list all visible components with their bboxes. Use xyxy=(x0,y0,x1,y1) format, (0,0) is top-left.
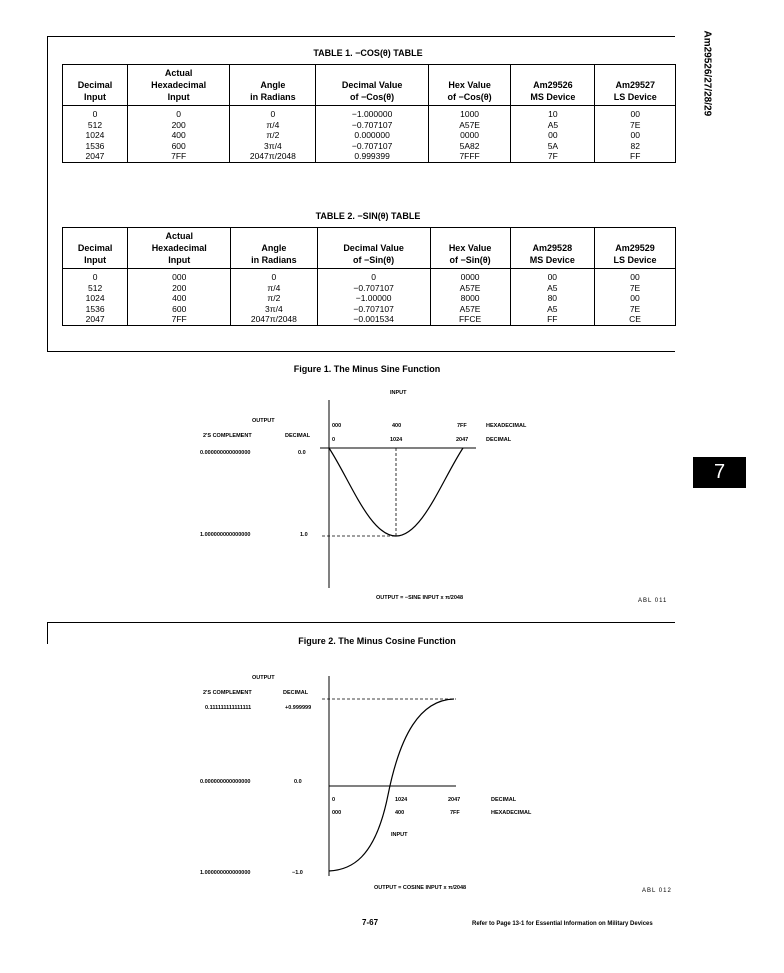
table-cell: 8000 xyxy=(430,293,510,304)
column-header: Am29527 LS Device xyxy=(595,65,676,106)
table-cell: A5 xyxy=(510,283,595,294)
table-cell: π/4 xyxy=(230,120,316,131)
fig1-hex-tick-2: 7FF xyxy=(457,423,467,429)
table-cell: 1000 xyxy=(428,106,510,120)
table-cell: A57E xyxy=(428,120,510,131)
fig1-code: ABL 011 xyxy=(638,598,668,604)
fig2-y-twos-2: 1.000000000000000 xyxy=(200,870,251,876)
table-cell: 600 xyxy=(128,304,231,315)
table-cell: A57E xyxy=(430,304,510,315)
table-cell: 10 xyxy=(511,106,595,120)
fig1-y-dec-0: 0.0 xyxy=(298,450,306,456)
table-cell: 00 xyxy=(511,130,595,141)
table-cell: 82 xyxy=(595,141,676,152)
side-label: Am29526/27/28/29 xyxy=(701,30,713,117)
table-cell: 2047 xyxy=(85,314,105,324)
column-header: Decimal Value of −Cos(θ) xyxy=(316,65,429,106)
table-cell: 00 xyxy=(595,106,676,120)
table-cell: 200 xyxy=(128,283,231,294)
table-cell: 5A82 xyxy=(428,141,510,152)
fig1-y-twos-0: 0.000000000000000 xyxy=(200,450,251,456)
column-header: Angle in Radians xyxy=(231,228,317,269)
table-cell: FFCE xyxy=(430,314,510,325)
fig1-dec-tick-0: 0 xyxy=(332,437,336,443)
table-cell: 200 xyxy=(127,120,229,131)
table-cell: −0.707107 xyxy=(316,141,429,152)
table-cell: 2047 xyxy=(85,151,105,161)
table2-title: TABLE 2. −SIN(θ) TABLE xyxy=(315,211,421,221)
fig2-y-twos-0: 0.111111111111111 xyxy=(205,705,252,711)
fig2-y-dec-2: −1.0 xyxy=(292,870,303,876)
table-cell: A5 xyxy=(510,304,595,315)
table-cell: FF xyxy=(510,314,595,325)
table-cell: 7E xyxy=(595,304,676,315)
column-header: Decimal Input xyxy=(63,65,128,106)
table-cell: 512 xyxy=(88,282,103,293)
figure1-title: Figure 1. The Minus Sine Function xyxy=(293,364,441,374)
table-cell: 7FF xyxy=(128,314,231,325)
table-cell: 0000 xyxy=(428,130,510,141)
page-number: 7-67 xyxy=(362,918,379,927)
table-cell: A5 xyxy=(511,120,595,131)
footer-note: Refer to Page 13-1 for Essential Information on Military Devices xyxy=(472,921,653,927)
table-cell: 0.999399 xyxy=(316,151,429,162)
table-cell: 3π/4 xyxy=(231,304,317,315)
table-cell: 1024 xyxy=(85,130,105,140)
table-cell: A57E xyxy=(430,283,510,294)
column-header: Am29529 LS Device xyxy=(595,228,676,269)
fig1-hex-tick-1: 400 xyxy=(392,423,402,429)
fig2-input-label: INPUT xyxy=(391,832,408,838)
table-cell: 3π/4 xyxy=(230,141,316,152)
table-cell: 512 xyxy=(87,119,103,130)
fig1-dec-label: DECIMAL xyxy=(486,437,512,443)
table-cell: 0 xyxy=(127,106,229,120)
table-cell: 7E xyxy=(595,120,676,131)
column-header: Actual Hexadecimal Input xyxy=(127,65,229,106)
fig1-output-label: OUTPUT xyxy=(252,418,275,424)
column-header: Am29528 MS Device xyxy=(510,228,595,269)
fig1-dec-tick-2: 2047 xyxy=(456,437,469,443)
fig2-decimal-label: DECIMAL xyxy=(283,690,309,696)
fig1-input-label: INPUT xyxy=(390,390,407,396)
figure2-title: Figure 2. The Minus Cosine Function xyxy=(298,636,456,646)
section-tab: 7 xyxy=(693,457,746,488)
fig2-formula: OUTPUT = COSINE INPUT x π/2048 xyxy=(374,885,467,891)
fig2-hex-tick-2: 7FF xyxy=(450,810,460,816)
fig1-y-dec-1: 1.0 xyxy=(300,532,308,538)
fig1-hex-tick-0: 000 xyxy=(332,423,342,429)
column-header: Am29526 MS Device xyxy=(511,65,595,106)
column-header: Hex Value of −Sin(θ) xyxy=(430,228,510,269)
table-cell: −0.707107 xyxy=(317,283,430,294)
table-cell: 1536 xyxy=(85,303,105,314)
table-cell: −0.707107 xyxy=(317,304,430,315)
fig1-decimal-label: DECIMAL xyxy=(285,433,311,439)
table-cell: −1.000000 xyxy=(316,106,429,120)
fig1-y-twos-1: 1.000000000000000 xyxy=(200,532,251,538)
table-cell: 0.000000 xyxy=(316,130,429,141)
table-cell: 00 xyxy=(510,269,595,283)
table-cell: 2047π/2048 xyxy=(231,314,317,325)
fig2-dec-tick-0: 0 xyxy=(332,797,336,803)
table-cell: 00 xyxy=(595,293,676,304)
fig1-twos-label: 2'S COMPLEMENT xyxy=(203,433,252,439)
table-cell: 1024 xyxy=(85,293,105,303)
table-cell: 2047π/2048 xyxy=(230,151,316,162)
table-cell: 0 xyxy=(230,106,316,120)
table-cell: 0 xyxy=(317,269,430,283)
table-cell: 00 xyxy=(595,130,676,141)
table-cell: 7E xyxy=(595,283,676,294)
column-header: Decimal Value of −Sin(θ) xyxy=(317,228,430,269)
fig2-y-dec-0: +0.999999 xyxy=(285,705,312,711)
table-cell: −0.001534 xyxy=(317,314,430,325)
fig1-hex-label: HEXADECIMAL xyxy=(486,423,527,429)
table-cell: π/2 xyxy=(230,130,316,141)
table-cell: FF xyxy=(595,151,676,162)
fig2-curve xyxy=(329,699,454,871)
fig2-twos-label: 2'S COMPLEMENT xyxy=(203,690,252,696)
fig2-y-twos-1: 0.000000000000000 xyxy=(200,779,251,785)
table-cell: 0 xyxy=(92,109,98,119)
fig2-hex-tick-0: 000 xyxy=(332,810,342,816)
table-cell: 0000 xyxy=(430,269,510,283)
table-cell: 5A xyxy=(511,141,595,152)
table-cell: 000 xyxy=(128,269,231,283)
table-cell: 7FF xyxy=(127,151,229,162)
fig2-code: ABL 012 xyxy=(642,888,672,894)
fig1-dec-tick-1: 1024 xyxy=(390,437,403,443)
fig2-hex-tick-1: 400 xyxy=(395,810,405,816)
table-cell: −0.707107 xyxy=(316,120,429,131)
table-cell: 400 xyxy=(127,130,229,141)
table-cell: 7FFF xyxy=(428,151,510,162)
table-cell: π/2 xyxy=(231,293,317,304)
table-cell: 80 xyxy=(510,293,595,304)
table1-title: TABLE 1. −COS(θ) TABLE xyxy=(313,48,423,58)
column-header: Angle in Radians xyxy=(230,65,316,106)
fig2-hex-label: HEXADECIMAL xyxy=(491,810,532,816)
table-cell: 1536 xyxy=(85,140,105,151)
fig2-output-label: OUTPUT xyxy=(252,675,275,681)
column-header: Hex Value of −Cos(θ) xyxy=(428,65,510,106)
column-header: Actual Hexadecimal Input xyxy=(128,228,231,269)
table-cell: 0 xyxy=(92,272,98,282)
table-cell: 600 xyxy=(127,141,229,152)
table-cell: 7F xyxy=(511,151,595,162)
fig2-y-dec-1: 0.0 xyxy=(294,779,302,785)
table-cell: CE xyxy=(595,314,676,325)
table-cell: π/4 xyxy=(231,283,317,294)
table-cell: 0 xyxy=(231,269,317,283)
fig2-dec-tick-1: 1024 xyxy=(395,797,408,803)
fig2-dec-tick-2: 2047 xyxy=(448,797,461,803)
table-cell: 00 xyxy=(595,269,676,283)
fig1-formula: OUTPUT = −SINE INPUT x π/2048 xyxy=(376,595,464,601)
table-cell: 400 xyxy=(128,293,231,304)
fig2-dec-label: DECIMAL xyxy=(491,797,517,803)
table-cell: −1.00000 xyxy=(317,293,430,304)
column-header: Decimal Input xyxy=(63,228,128,269)
